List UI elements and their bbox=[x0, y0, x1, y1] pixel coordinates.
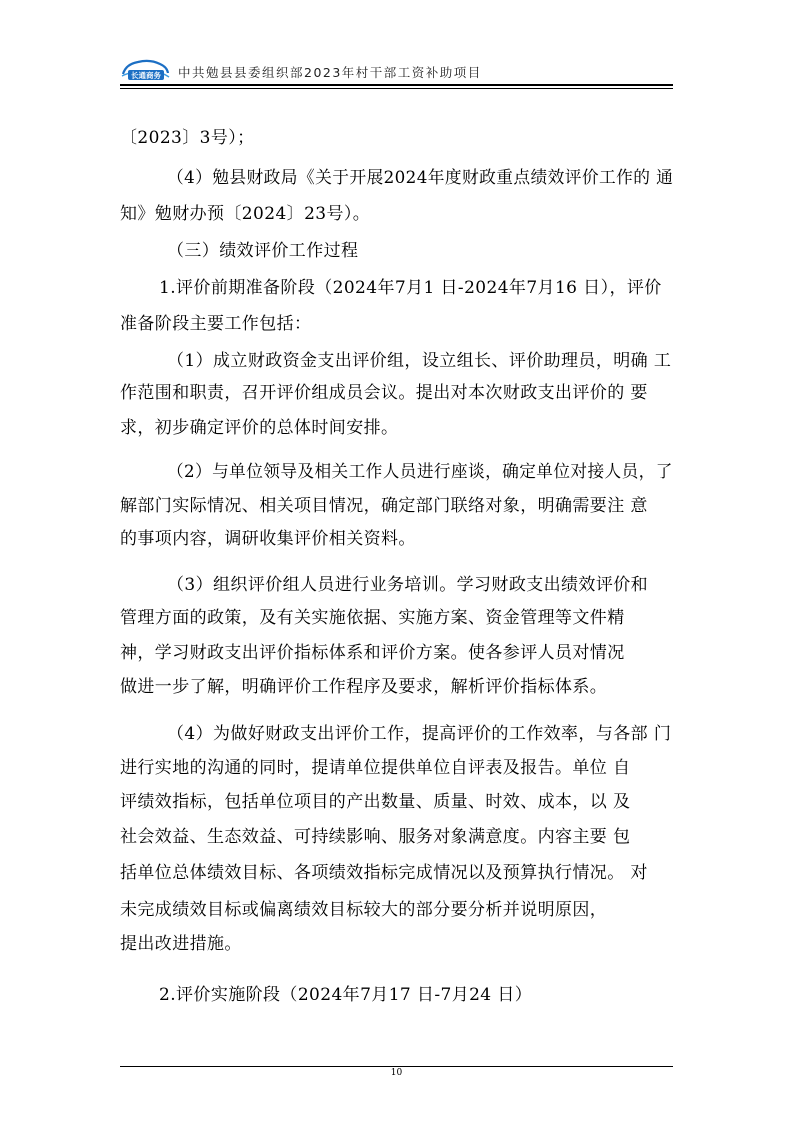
section-heading: （三）绩效评价工作过程 bbox=[167, 241, 359, 261]
text-line: 求，初步确定评价的总体时间安排。 bbox=[120, 418, 399, 438]
text-line: 进行实地的沟通的同时，提请单位提供单位自评表及报告。单位 自 bbox=[120, 758, 631, 778]
text-line: 1.评价前期准备阶段（2024年7月1 日-2024年7月16 日），评价 bbox=[159, 278, 662, 298]
text-line: 〔2023〕3号）； bbox=[120, 128, 255, 148]
text-line: 解部门实际情况、相关项目情况，确定部门联络对象，明确需要注 意 bbox=[120, 496, 648, 516]
text-line: 2.评价实施阶段（2024年7月17 日-7月24 日） bbox=[159, 985, 533, 1005]
footer-divider bbox=[120, 1066, 673, 1067]
page-number: 10 bbox=[390, 1068, 403, 1078]
text-line: （3）组织评价组人员进行业务培训。学习财政支出绩效评价和 bbox=[167, 575, 649, 595]
header-title: 中共勉县县委组织部2023年村干部工资补助项目 bbox=[178, 65, 482, 80]
text-line: 社会效益、生态效益、可持续影响、服务对象满意度。内容主要 包 bbox=[120, 827, 631, 847]
text-line: 神，学习财政支出评价指标体系和评价方案。使各参评人员对情况 bbox=[120, 643, 625, 663]
text-line: 的事项内容，调研收集评价相关资料。 bbox=[120, 529, 416, 549]
text-line: （2）与单位领导及相关工作人员进行座谈，确定单位对接人员，了 bbox=[167, 462, 673, 482]
text-line: （4）勉县财政局《关于开展2024年度财政重点绩效评价工作的 通 bbox=[167, 168, 674, 188]
company-logo bbox=[120, 58, 170, 82]
text-line: （4）为做好财政支出评价工作，提高评价的工作效率，与各部 门 bbox=[167, 724, 672, 744]
text-line: （1）成立财政资金支出评价组，设立组长、评价助理员，明确 工 bbox=[167, 351, 672, 371]
text-line: 做进一步了解，明确评价工作程序及要求，解析评价指标体系。 bbox=[120, 677, 608, 697]
text-line: 准备阶段主要工作包括： bbox=[120, 314, 312, 334]
header-divider bbox=[120, 84, 673, 86]
page-header bbox=[120, 58, 673, 84]
text-line: 括单位总体绩效目标、各项绩效指标完成情况以及预算执行情况。 对 bbox=[120, 863, 648, 883]
text-line: 作范围和职责，召开评价组成员会议。提出对本次财政支出评价的 要 bbox=[120, 383, 648, 403]
text-line: 评绩效指标，包括单位项目的产出数量、质量、时效、成本，以 及 bbox=[120, 792, 631, 812]
svg-text:长通商务: 长通商务 bbox=[131, 71, 161, 80]
header-divider-thin bbox=[120, 88, 673, 89]
text-line: 提出改进措施。 bbox=[120, 934, 242, 954]
text-line: 知》勉财办预〔2024〕23号）。 bbox=[120, 204, 371, 224]
text-line: 管理方面的政策，及有关实施依据、实施方案、资金管理等文件精 bbox=[120, 608, 625, 628]
text-line: 未完成绩效目标或偏离绩效目标较大的部分要分析并说明原因， bbox=[120, 900, 608, 920]
